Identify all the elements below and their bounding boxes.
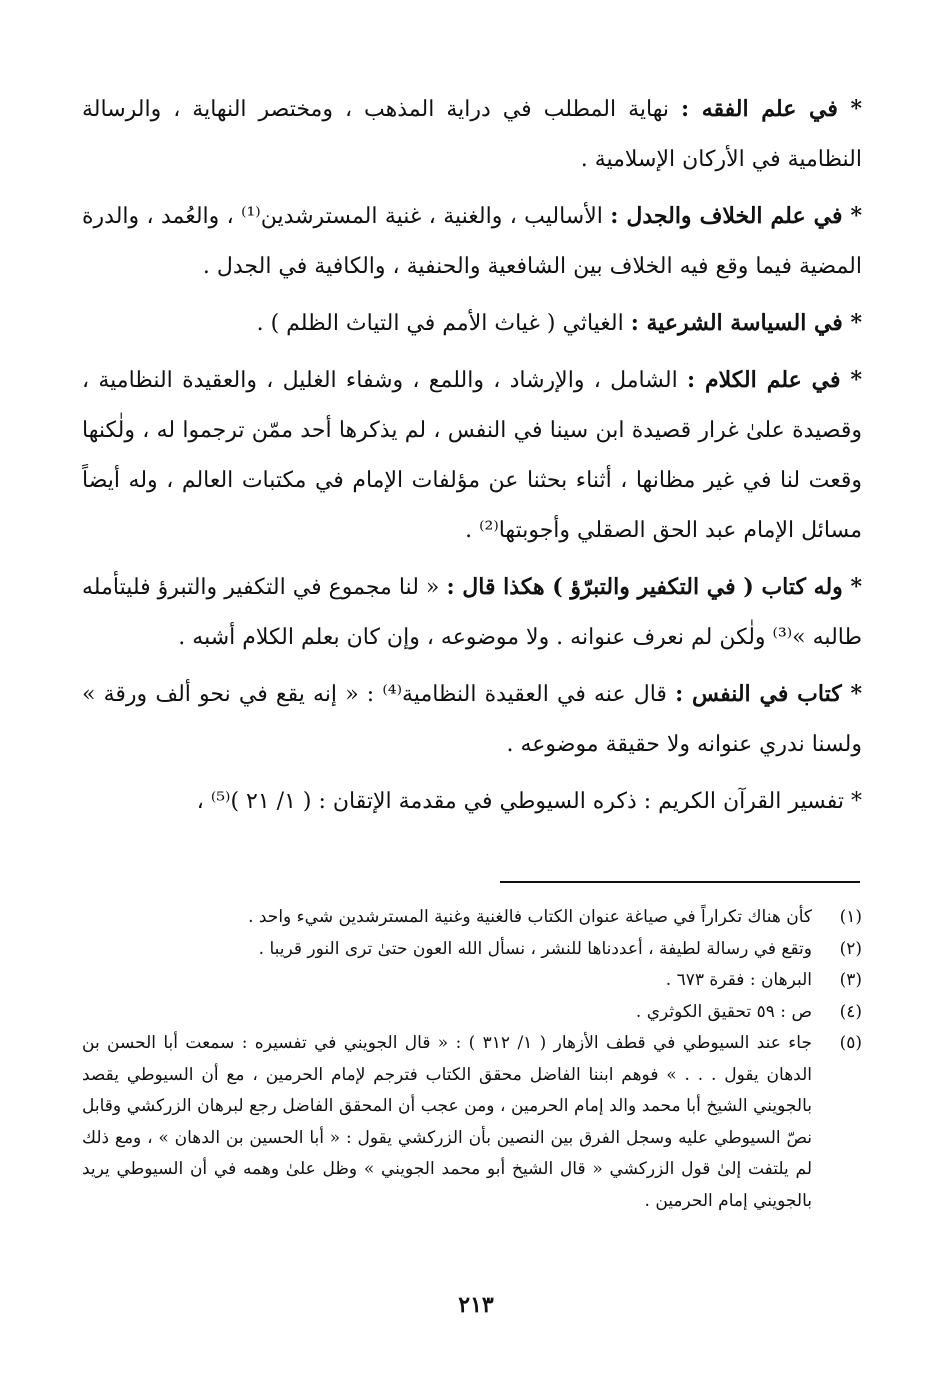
paragraph-body: « لنا مجموع في التكفير والتبرؤ فليتأمله طالبه »⁽³⁾ ولٰكن لم نعرف عنوانه . ولا موضوعه ، وإن كان بعلم الكلام أشبه . (82, 575, 862, 650)
footnote-text: جاء عند السيوطي في قطف الأزهار ( ١/ ٣١٢ ) : « قال الجويني في تفسيره : سمعت أبا الحسن بن الدهان يقول . . . » فوهم ابننا الفاضل محقق الكتاب فترجم لإمام الحرمين ، مع أن السيوطي يقصد بالجويني الشيخ أبا محمد والد إمام الحرمين ، ومن عجب أن المحقق الفاضل رجع لبرهان الزركشي وقابل نصّ السيوطي عليه وسجل الفرق بين النصين بأن الزركشي يقول : « أبا الحسين بن الدهان » ، ومع ذلك لم يلتفت إلىٰ قول الزركشي « قال الشيخ أبو محمد الجويني » وظل علىٰ وهمه في أن السيوطي يريد بالجويني إمام الحرمين . (82, 1033, 812, 1211)
paragraph-tafsir (82, 776, 862, 827)
footnote-text: البرهان : فقرة ٦٧٣ . (665, 970, 812, 990)
paragraph-body: * تفسير القرآن الكريم : ذكره السيوطي في مقدمة الإتقان : ( ١/ ٢١ )⁽⁵⁾ ، (196, 789, 862, 814)
paragraph-kalam (82, 355, 862, 556)
footnote-number: (١) (839, 907, 862, 927)
main-text (82, 84, 862, 833)
footnote-number: (٥) (839, 1033, 862, 1053)
paragraph-khilaf (82, 191, 862, 292)
paragraph-fiqh (82, 84, 862, 185)
footnote-2 (82, 934, 862, 966)
page-number: ٢١٣ (458, 1292, 494, 1318)
footnote-divider (500, 881, 860, 883)
footnote-5 (82, 1028, 862, 1217)
footnote-number: (٤) (839, 1001, 862, 1022)
paragraph-nafs (82, 669, 862, 770)
footnote-4 (82, 997, 862, 1029)
paragraph-heading: * كتاب في النفس : (675, 681, 862, 707)
footnote-number: (٣) (839, 970, 862, 990)
footnotes (82, 902, 862, 1217)
paragraph-heading: * في علم الفقه : (680, 96, 863, 122)
footnote-text: ص : ٥٩ تحقيق الكوثري . (635, 1001, 812, 1022)
paragraph-body: نهاية المطلب في دراية المذهب ، ومختصر النهاية ، والرسالة النظامية في الأركان الإسلامية . (82, 97, 862, 172)
paragraph-body: الشامل ، والإرشاد ، واللمع ، وشفاء الغليل ، والعقيدة النظامية ، وقصيدة علىٰ غرار قصيدة ابن سينا في النفس ، لم يذكرها أحد ممّن ترجموا له ، ولٰكنها وقعت لنا في غير مظانها ، أثناء بحثنا عن مؤلفات الإمام في مكتبات العالم ، وله أيضاً مسائل الإمام عبد الحق الصقلي وأجوبتها⁽²⁾ . (82, 368, 862, 543)
paragraph-heading: * في السياسة الشرعية : (630, 310, 862, 336)
footnote-1 (82, 902, 862, 934)
paragraph-body: الغياثي ( غياث الأمم في التياث الظلم ) . (256, 311, 631, 336)
footnote-text: وتقع في رسالة لطيفة ، أعددناها للنشر ، نسأل الله العون حتىٰ ترى النور قريبا . (258, 938, 812, 959)
paragraph-body: قال عنه في العقيدة النظامية⁽⁴⁾ : « إنه يقع في نحو ألف ورقة » ولسنا ندري عنوانه ولا حقيقة موضوعه . (82, 682, 862, 757)
paragraph-heading: * في علم الخلاف والجدل : (610, 203, 862, 229)
paragraph-heading: * وله كتاب ( في التكفير والتبرّؤ ) هكذا قال : (446, 574, 862, 600)
footnote-text: كأن هناك تكراراً في صياغة عنوان الكتاب فالغنية وغنية المسترشدين شيء واحد . (248, 907, 812, 927)
paragraph-takfir (82, 562, 862, 663)
paragraph-siyasa (82, 298, 862, 349)
paragraph-heading: * في علم الكلام : (686, 367, 862, 393)
footnote-3 (82, 965, 862, 997)
footnote-number: (٢) (839, 938, 862, 959)
paragraph-body: الأساليب ، والغنية ، غنية المسترشدين⁽¹⁾ ، والعُمد ، والدرة المضية فيما وقع فيه الخلاف بين الشافعية والحنفية ، والكافية في الجدل . (82, 204, 862, 279)
